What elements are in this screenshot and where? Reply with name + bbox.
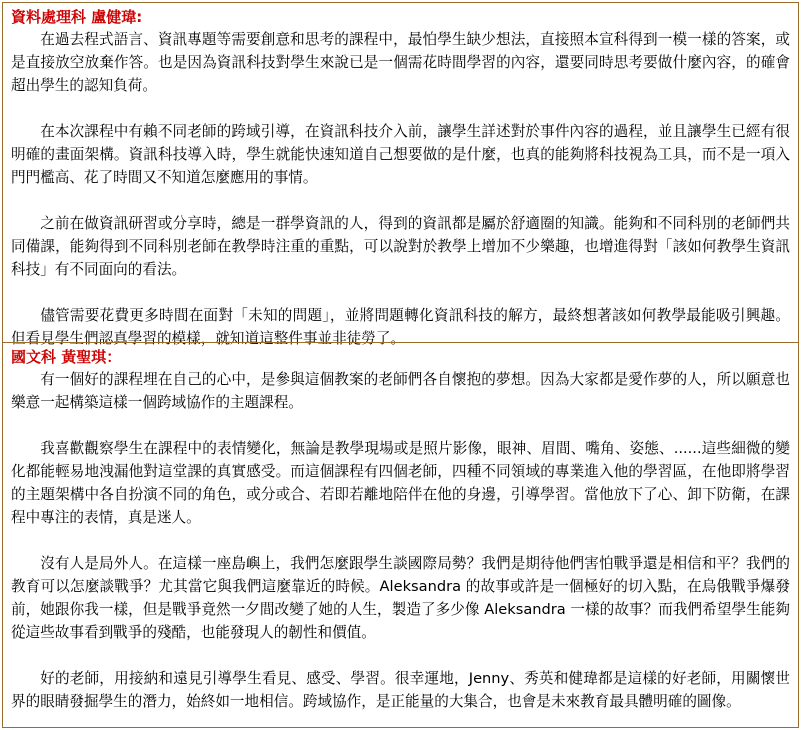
paragraph: 儘管需要花費更多時間在面對「未知的問題」，並將問題轉化資訊科技的解方，最終想著該如何教學最能吸引興趣。但看見學生們認真學習的模樣，就知道這整件事並非徒勞了。	[11, 307, 790, 347]
section-heading: 資料處理科 盧健瑋:	[11, 8, 143, 26]
paragraph: 之前在做資訊研習或分享時，總是一群學資訊的人，得到的資訊都是屬於舒適圈的知識。能夠和不同科別的老師們共同備課，能夠得到不同科別老師在教學時注重的重點，可以說對於教學上增加不少樂趣，也增進得對「該如何教學生資訊科技」有不同面向的看法。	[11, 215, 790, 278]
paragraph: 在本次課程中有賴不同老師的跨域引導，在資訊科技介入前，讓學生詳述對於事件內容的過程，並且讓學生已經有很明確的畫面架構。資訊科技導入時，學生就能快速知道自己想要做的是什麼，也真的能夠將科技視為工具，而不是一項入門門檻高、花了時間又不知道怎麼應用的事情。	[11, 123, 790, 186]
reflection-box-chinese	[2, 342, 799, 728]
section-heading: 國文科 黃聖琪：	[11, 348, 122, 366]
paragraph: 沒有人是局外人。在這樣一座島嶼上，我們怎麼跟學生談國際局勢？我們是期待他們害怕戰爭還是相信和平？我們的教育可以怎麼談戰爭？尤其當它與我們這麼靠近的時候。Aleksandra 的故事或許是一個極好的切入點，在烏俄戰爭爆發前，她跟你我一樣，但是戰爭竟然一夕間改變了她的人生，製造了多少像 Aleksandra 一樣的故事？而我們希望學生能夠從這些故事看到戰爭的殘酷，也能發現人的韌性和價值。	[11, 555, 790, 641]
paragraph: 在過去程式語言、資訊專題等需要創意和思考的課程中，最怕學生缺少想法，直接照本宣科得到一模一樣的答案，或是直接放空放棄作答。也是因為資訊科技對學生來說已是一個需花時間學習的內容，還要同時思考要做什麼內容，的確會超出學生的認知負荷。	[11, 31, 790, 94]
reflection-box-information-processing	[2, 2, 799, 347]
paragraph: 好的老師，用接納和遠見引導學生看見、感受、學習。很幸運地，Jenny、秀英和健瑋都是這樣的好老師，用關懷世界的眼睛發掘學生的潛力，始終如一地相信。跨域協作，是正能量的大集合，也會是未來教育最具體明確的圖像。	[11, 670, 790, 710]
paragraph: 我喜歡觀察學生在課程中的表情變化，無論是教學現場或是照片影像，眼神、眉間、嘴角、姿態、......這些細微的變化都能輕易地洩漏他對這堂課的真實感受。而這個課程有四個老師，四種不同領域的專業進入他的學習區，在他即將學習的主題架構中各自扮演不同的角色，或分或合、若即若離地陪伴在他的身邊，引導學習。當他放下了心、卸下防衛，在課程中專注的表情，真是迷人。	[11, 440, 790, 526]
paragraph: 有一個好的課程埋在自己的心中，是參與這個教案的老師們各自懷抱的夢想。因為大家都是愛作夢的人，所以願意也樂意一起構築這樣一個跨域協作的主題課程。	[11, 371, 790, 411]
